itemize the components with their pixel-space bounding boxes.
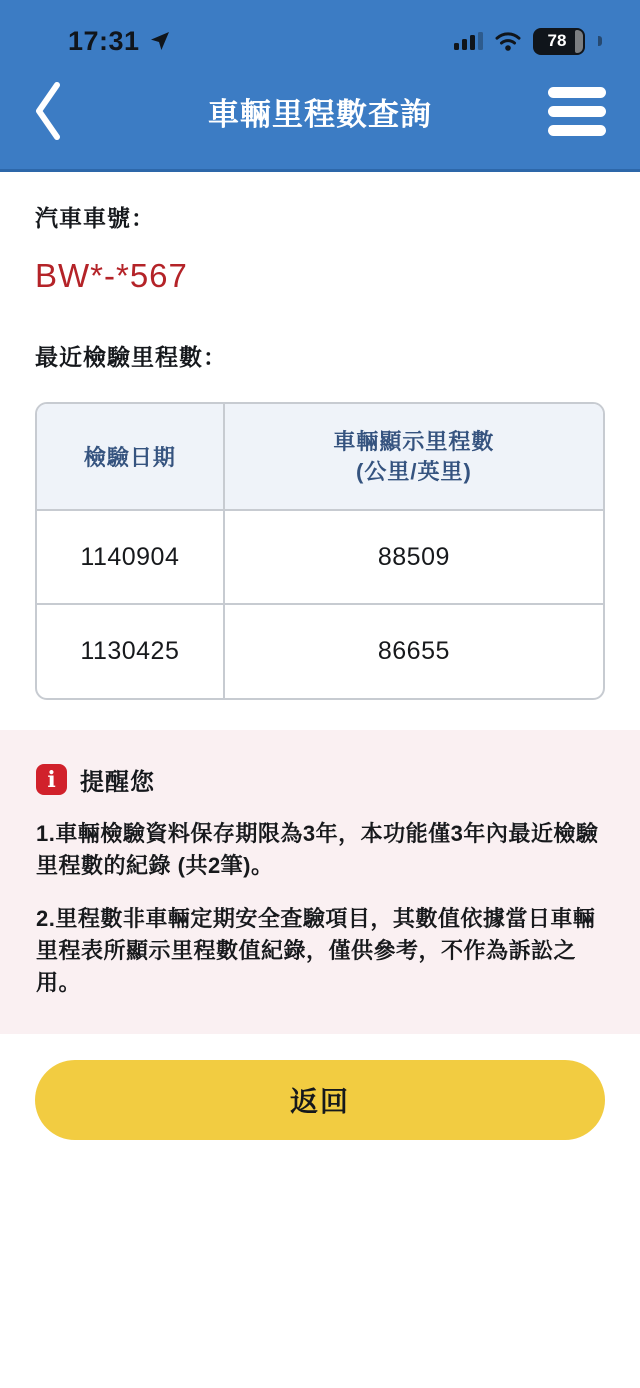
notice-item-1: 1.車輛檢驗資料保存期限為3年，本功能僅3年內最近檢驗里程數的紀錄 (共2筆)。 [36,821,599,878]
table-row [37,604,603,698]
location-arrow-icon [148,29,172,53]
plate-label: 汽車車號： [35,205,155,231]
table-header-date: 檢驗日期 [37,404,224,510]
cell-mileage: 88509 [224,510,603,604]
info-icon: i [36,764,67,795]
status-bar [0,0,640,58]
battery-percent: 78 [547,31,567,50]
notice-title: 提醒您 [80,769,155,796]
hamburger-bar [548,106,606,117]
notice-panel [0,730,640,1034]
menu-button[interactable] [548,87,606,136]
notice-header [36,762,604,797]
cell-date: 1140904 [37,510,224,604]
main-content [0,200,640,700]
page-title: 車輛里程數查詢 [208,96,432,132]
nav-bar [0,74,640,148]
hamburger-bar [548,87,606,98]
battery-empty-segment [575,30,583,53]
cell-mileage: 86655 [377,637,450,665]
return-button[interactable]: 返回 [35,1060,605,1140]
app-header [0,0,640,172]
hamburger-bar [548,125,606,136]
table-header-mileage-line2: (公里/英里) [356,458,472,484]
mileage-table [35,402,605,700]
table-header-mileage [224,404,603,510]
table-header-row [37,404,603,510]
table-row [37,510,603,604]
button-row [0,1060,640,1140]
status-time: 17:31 [68,25,140,56]
plate-number: BW*-*567 [35,257,188,294]
cell-date: 1130425 [37,604,224,698]
mileage-label: 最近檢驗里程數： [35,344,227,370]
back-button[interactable] [34,80,62,142]
status-left [68,26,172,57]
table-header-mileage-line1: 車輛顯示里程數 [333,428,495,454]
chevron-left-icon [34,80,62,142]
battery-tip [598,36,602,46]
wifi-icon [494,31,522,52]
battery-icon [533,28,585,55]
cellular-signal-icon [454,32,483,50]
notice-item-2: 2.里程數非車輛定期安全查驗項目，其數值依據當日車輛里程表所顯示里程數值紀錄，僅供參考，不作為訴訟之用。 [36,905,596,995]
status-right [454,28,602,55]
